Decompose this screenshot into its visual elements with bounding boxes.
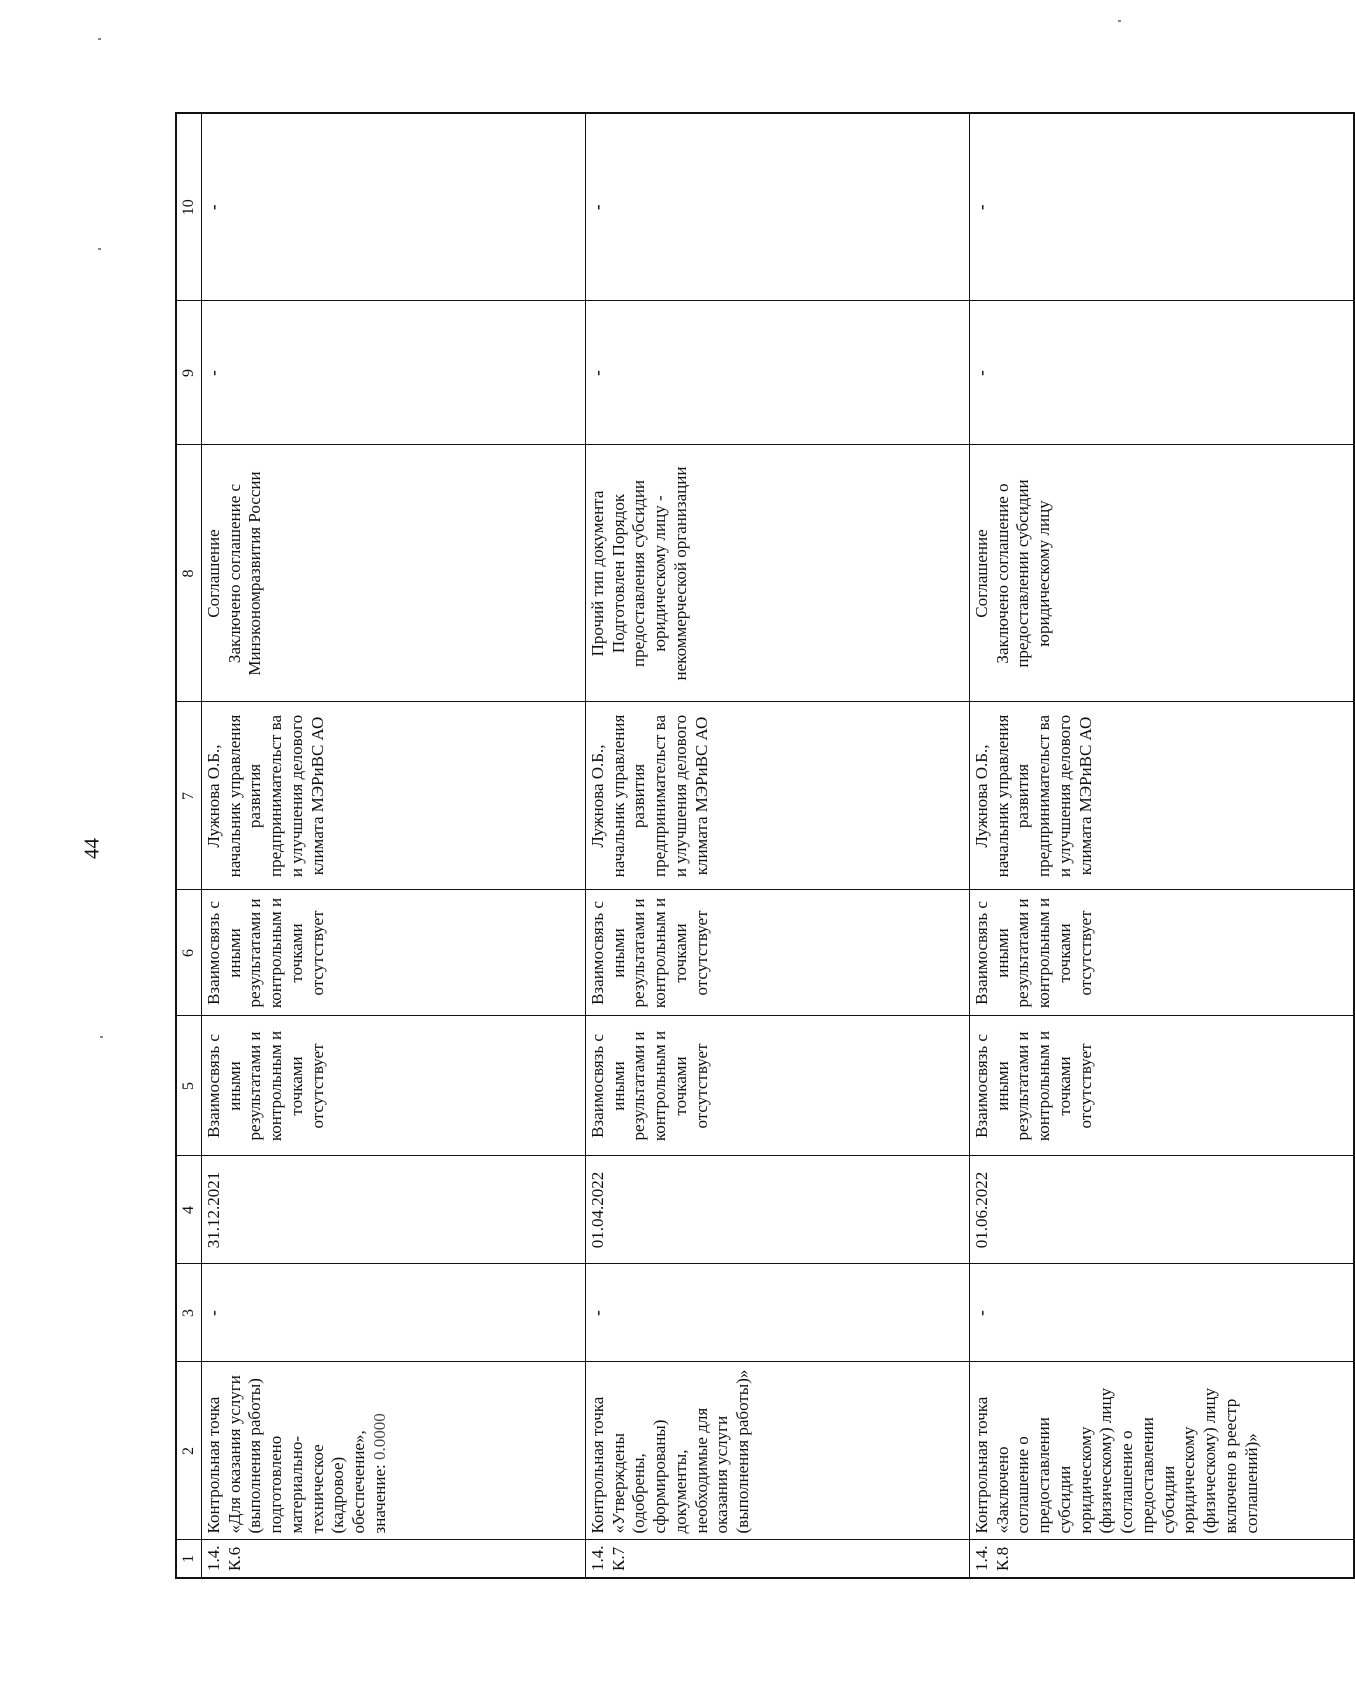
cell-id-text: 1.4. К.6 [204, 1545, 244, 1571]
cell-id [202, 1540, 586, 1578]
cell-col3 [586, 1264, 970, 1362]
cell-title [202, 1362, 586, 1540]
cell-relation-results-text: Взаимосвязь с иными результатами и контрольным и точками отсутствует [588, 1030, 711, 1142]
cell-relation-points-text: Взаимосвязь с иными результатами и контрольным и точками отсутствует [588, 897, 711, 1009]
cell-relation-results-text: Взаимосвязь с иными результатами и контрольным и точками отсутствует [972, 1030, 1095, 1142]
column-header: 10 [176, 113, 202, 301]
cell-document [202, 445, 586, 702]
cell-col10 [970, 113, 1354, 301]
cell-col10 [202, 113, 586, 301]
cell-responsible [202, 702, 586, 890]
cell-document-text: Соглашение Заключено соглашение о предоставлении субсидии юридическому лицу [972, 479, 1054, 668]
cell-title [586, 1362, 970, 1540]
cell-relation-points-text: Взаимосвязь с иными результатами и контрольным и точками отсутствует [204, 897, 327, 1009]
cell-col9-text: - [204, 370, 223, 376]
cell-responsible [586, 702, 970, 890]
column-header: 6 [176, 890, 202, 1016]
column-header: 1 [176, 1540, 202, 1578]
cell-relation-results [970, 1016, 1354, 1156]
cell-responsible-text: Лужнова О.Б., начальник управления развития предпринимательст ва и улучшения делового климата МЭРиВС АО [588, 714, 711, 878]
cell-date-text: 31.12.2021 [204, 1171, 223, 1249]
page-number: 44 [79, 838, 104, 859]
cell-col10-text: - [588, 204, 607, 211]
table-row [586, 113, 970, 1578]
cell-relation-points [202, 890, 586, 1016]
cell-document-text: Прочий тип документа Подготовлен Порядок предоставления субсидии юридическому лицу - некоммерческой организации [588, 466, 690, 681]
control-points-table [175, 112, 1355, 1579]
cell-col3 [970, 1264, 1354, 1362]
cell-date [970, 1156, 1354, 1264]
cell-col10-text: - [972, 204, 991, 211]
cell-responsible [970, 702, 1354, 890]
rotated-table-container [175, 194, 1352, 1579]
cell-responsible-text: Лужнова О.Б., начальник управления развития предпринимательст ва и улучшения делового климата МЭРиВС АО [204, 714, 327, 878]
column-header: 7 [176, 702, 202, 890]
table-row [202, 113, 586, 1578]
scan-speck [98, 38, 101, 40]
cell-col9 [202, 301, 586, 445]
cell-relation-results [202, 1016, 586, 1156]
cell-document [586, 445, 970, 702]
cell-responsible-text: Лужнова О.Б., начальник управления развития предпринимательст ва и улучшения делового климата МЭРиВС АО [972, 714, 1095, 878]
cell-col9-text: - [588, 370, 607, 376]
cell-relation-points [586, 890, 970, 1016]
cell-title-text: Контрольная точка «Для оказания услуги (выполнения работы) подготовлено материально-техническое (кадровое) обеспечение», значение: [204, 1375, 389, 1534]
cell-relation-points [970, 890, 1354, 1016]
cell-col3 [202, 1264, 586, 1362]
scan-speck [98, 248, 101, 250]
cell-col9-text: - [972, 370, 991, 376]
scan-speck [1118, 20, 1121, 22]
column-header: 8 [176, 445, 202, 702]
cell-date [586, 1156, 970, 1264]
column-header: 4 [176, 1156, 202, 1264]
column-header: 9 [176, 301, 202, 445]
cell-col3-text: - [588, 1310, 607, 1316]
cell-col9 [970, 301, 1354, 445]
cell-date [202, 1156, 586, 1264]
cell-col9 [586, 301, 970, 445]
scan-speck [100, 1036, 103, 1038]
cell-document-text: Соглашение Заключено соглашение с Минэкономразвития России [204, 471, 265, 676]
cell-title [970, 1362, 1354, 1540]
cell-id-text: 1.4. К.7 [588, 1545, 628, 1571]
cell-title-text: Контрольная точка «Заключено соглашение о предоставлении субсидии юридическому (физическому) лицу (соглашение о предоставлении субсидии юридическому (физическому) лицу включено в реестр соглашений)» [972, 1387, 1261, 1534]
cell-relation-results [586, 1016, 970, 1156]
cell-col10-text: - [204, 204, 223, 211]
column-header: 5 [176, 1016, 202, 1156]
column-header: 3 [176, 1264, 202, 1362]
cell-id [970, 1540, 1354, 1578]
cell-date-text: 01.06.2022 [972, 1171, 991, 1249]
table-row [970, 113, 1354, 1578]
cell-document [970, 445, 1354, 702]
header-row [176, 113, 202, 1578]
cell-col3-text: - [204, 1310, 223, 1316]
cell-title-text: Контрольная точка «Утверждены (одобрены, сформированы) документы, необходимые для оказания услуги (выполнения работы)» [588, 1369, 753, 1534]
cell-relation-results-text: Взаимосвязь с иными результатами и контрольным и точками отсутствует [204, 1030, 327, 1142]
column-header: 2 [176, 1362, 202, 1540]
cell-id [586, 1540, 970, 1578]
cell-date-text: 01.04.2022 [588, 1171, 607, 1249]
cell-title-value: 0.0000 [369, 1413, 389, 1460]
cell-id-text: 1.4. К.8 [972, 1545, 1012, 1571]
cell-relation-points-text: Взаимосвязь с иными результатами и контрольным и точками отсутствует [972, 897, 1095, 1009]
cell-col10 [586, 113, 970, 301]
cell-col3-text: - [972, 1310, 991, 1316]
